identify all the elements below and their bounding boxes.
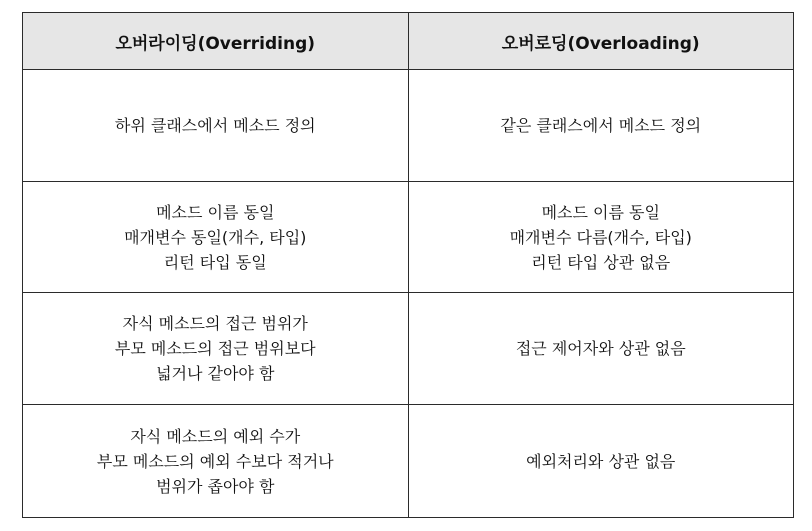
table-row (23, 293, 794, 405)
cell-overriding-definition: 하위 클래스에서 메소드 정의 (23, 70, 409, 182)
cell-overloading-access: 접근 제어자와 상관 없음 (408, 293, 794, 405)
table-row (23, 405, 794, 518)
cell-overloading-exception: 예외처리와 상관 없음 (408, 405, 794, 518)
cell-overriding-access: 자식 메소드의 접근 범위가 부모 메소드의 접근 범위보다 넓거나 같아야 함 (23, 293, 409, 405)
overriding-vs-overloading-table (22, 12, 794, 518)
cell-overriding-exception: 자식 메소드의 예외 수가 부모 메소드의 예외 수보다 적거나 범위가 좁아야 함 (23, 405, 409, 518)
header-overriding: 오버라이딩(Overriding) (23, 13, 409, 70)
cell-overriding-signature: 메소드 이름 동일 매개변수 동일(개수, 타입) 리턴 타입 동일 (23, 182, 409, 293)
cell-overloading-definition: 같은 클래스에서 메소드 정의 (408, 70, 794, 182)
table-row (23, 70, 794, 182)
cell-overloading-signature: 메소드 이름 동일 매개변수 다름(개수, 타입) 리턴 타입 상관 없음 (408, 182, 794, 293)
table-row (23, 182, 794, 293)
header-overloading: 오버로딩(Overloading) (408, 13, 794, 70)
comparison-table-container (22, 12, 794, 518)
table-header-row (23, 13, 794, 70)
